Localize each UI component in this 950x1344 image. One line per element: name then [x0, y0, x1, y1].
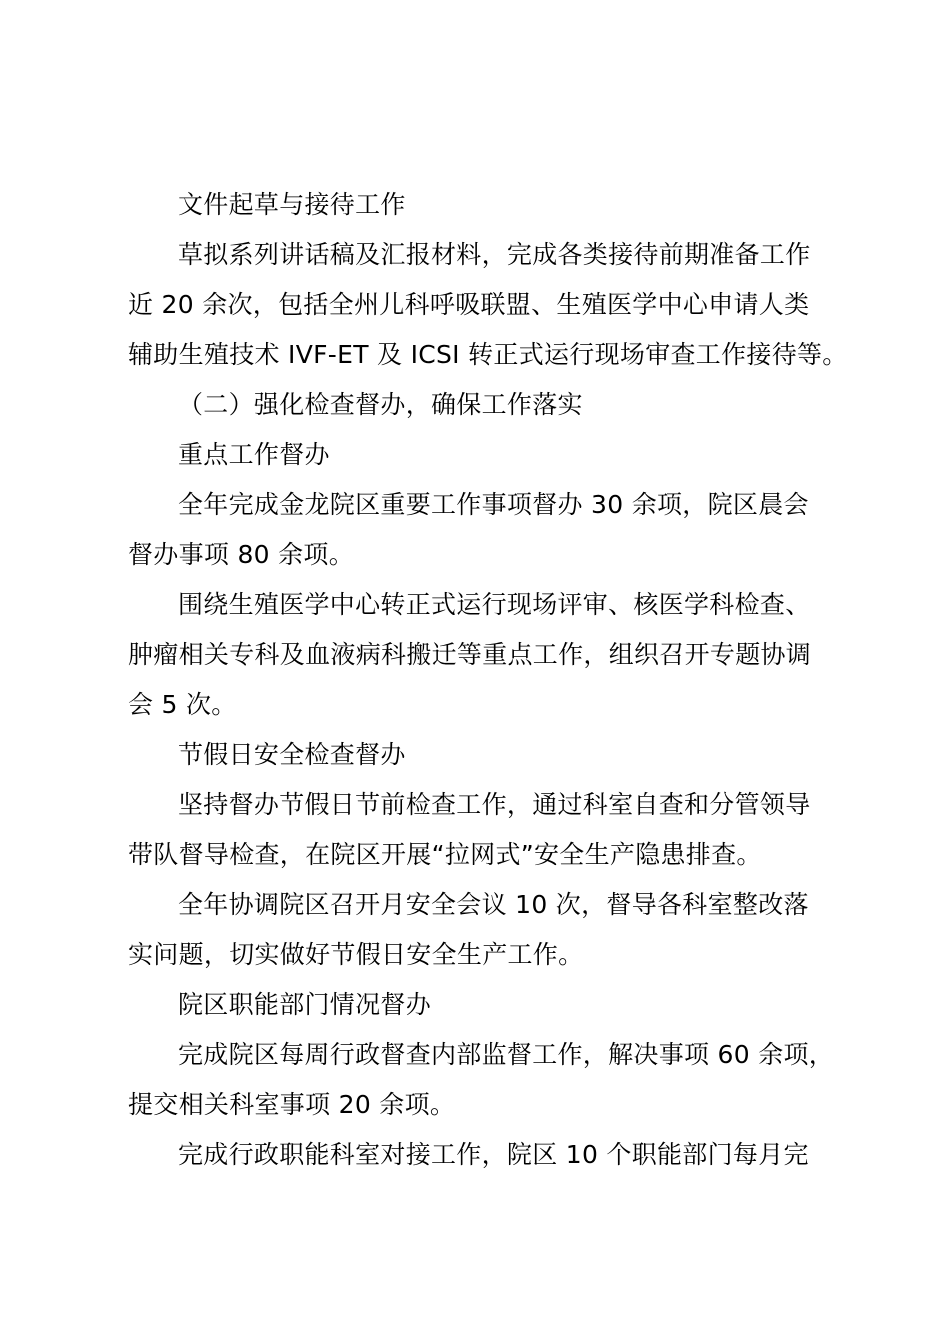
paragraph-line: 带队督导检查，在院区开展“拉网式”安全生产隐患排查。 — [128, 840, 762, 869]
paragraph-line: 围绕生殖医学中心转正式运行现场评审、核医学科检查、 — [178, 590, 811, 619]
paragraph-line: 近 20 余次，包括全州儿科呼吸联盟、生殖医学中心申请人类 — [128, 290, 810, 319]
paragraph-line: 完成院区每周行政督查内部监督工作，解决事项 60 余项， — [178, 1040, 835, 1069]
heading-document-drafting: 文件起草与接待工作 — [178, 190, 406, 219]
paragraph-line: 肿瘤相关专科及血液病科搬迁等重点工作，组织召开专题协调 — [128, 640, 812, 669]
paragraph-line: 全年完成金龙院区重要工作事项督办 30 余项，院区晨会 — [178, 490, 809, 519]
heading-holiday-safety: 节假日安全检查督办 — [178, 740, 406, 769]
paragraph-line: 全年协调院区召开月安全会议 10 次，督导各科室整改落 — [178, 890, 809, 919]
paragraph-line: 完成行政职能科室对接工作，院区 10 个职能部门每月完 — [178, 1140, 809, 1169]
paragraph-line: 会 5 次。 — [128, 690, 237, 719]
heading-functional-departments: 院区职能部门情况督办 — [178, 990, 432, 1019]
section-heading: （二）强化检查督办，确保工作落实 — [178, 390, 583, 419]
paragraph-line: 草拟系列讲话稿及汇报材料，完成各类接待前期准备工作 — [178, 240, 811, 269]
paragraph-line: 提交相关科室事项 20 余项。 — [128, 1090, 456, 1119]
paragraph-line: 坚持督办节假日节前检查工作，通过科室自查和分管领导 — [178, 790, 811, 819]
paragraph-line: 督办事项 80 余项。 — [128, 540, 355, 569]
paragraph-line: 辅助生殖技术 IVF-ET 及 ICSI 转正式运行现场审查工作接待等。 — [128, 340, 848, 369]
heading-key-supervision: 重点工作督办 — [178, 440, 330, 469]
paragraph-line: 实问题，切实做好节假日安全生产工作。 — [128, 940, 584, 969]
